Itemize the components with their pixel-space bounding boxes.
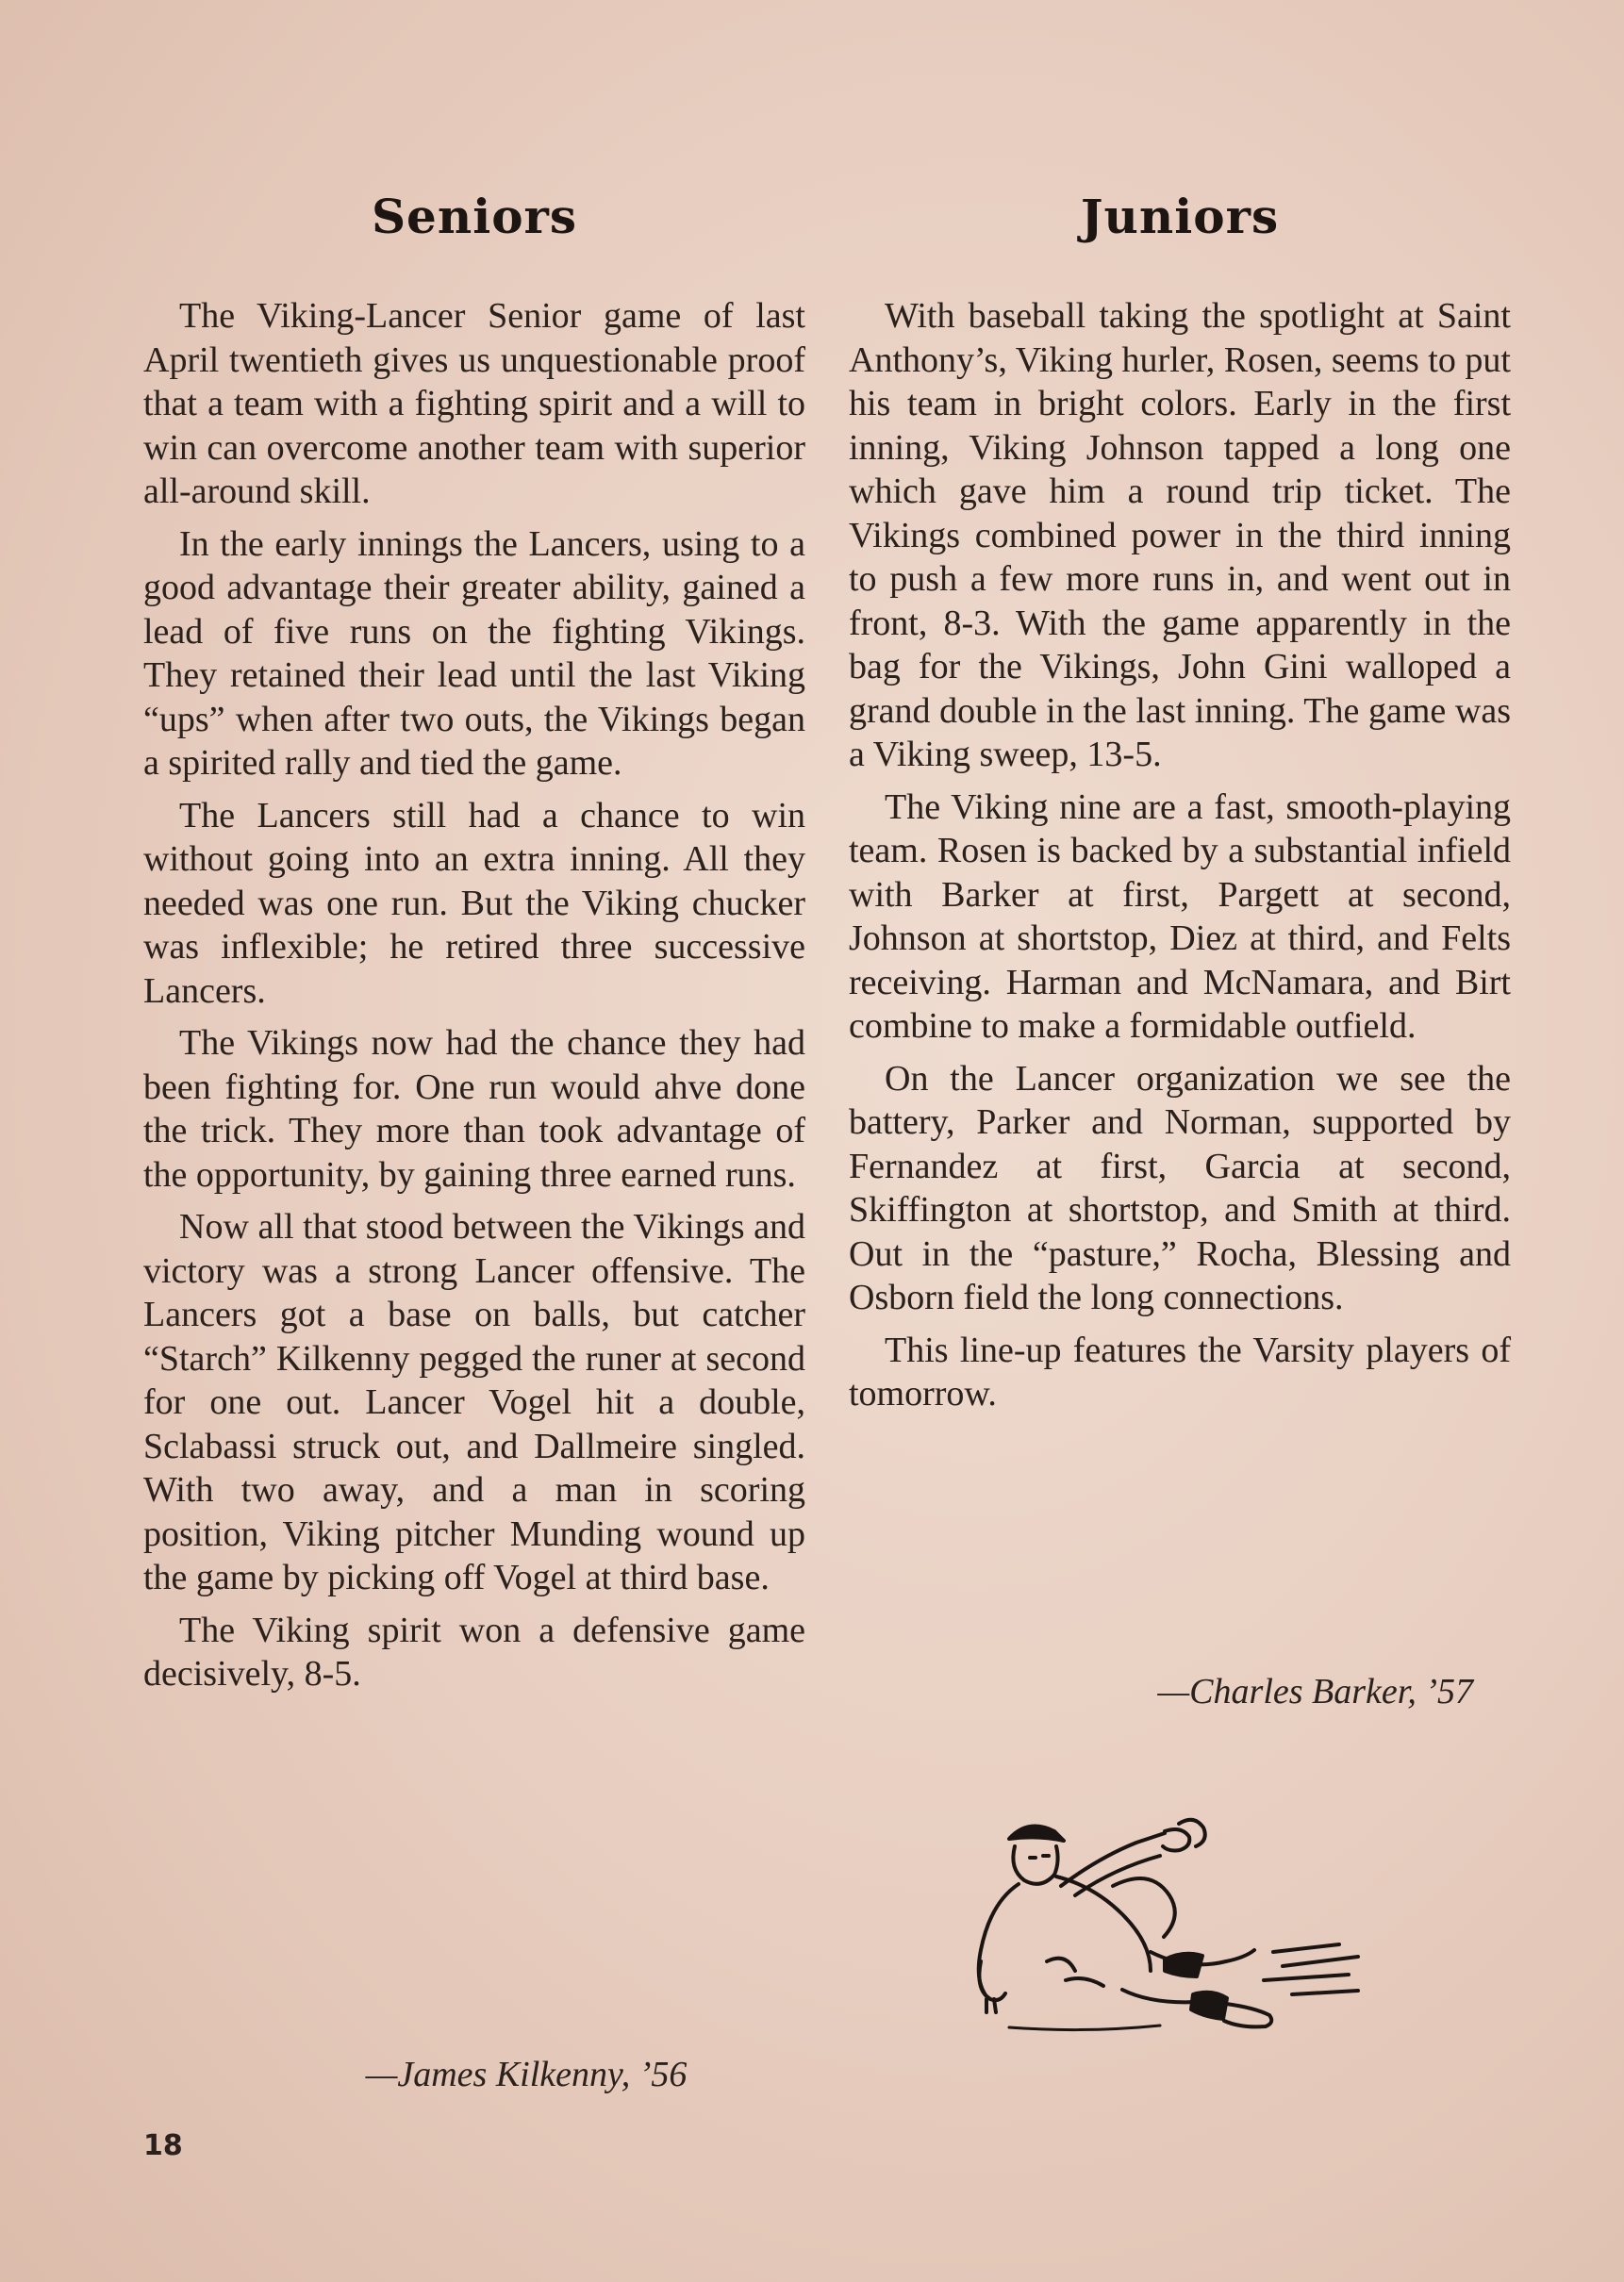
seniors-byline: —James Kilkenny, ’56 bbox=[365, 2055, 688, 2094]
juniors-byline: —Charles Barker, ’57 bbox=[1157, 1672, 1473, 1712]
seniors-paragraph-3: The Lancers still had a chance to win without going into an extra inning. All they needed was one run. But the Viking chucker was inflexible; he retired three successive Lancers. bbox=[143, 795, 805, 1011]
seniors-paragraph-4: The Vikings now had the chance they had been fighting for. One run would ahve done the trick. They more than took advantage of the opportunity, by gaining three earned runs. bbox=[143, 1023, 805, 1195]
seniors-heading: Seniors bbox=[371, 189, 578, 244]
juniors-article-body bbox=[849, 294, 1511, 1425]
seniors-article-body bbox=[143, 294, 805, 1705]
page-number: 18 bbox=[143, 2129, 183, 2162]
juniors-heading: Juniors bbox=[1080, 189, 1280, 244]
juniors-paragraph-3: On the Lancer organization we see the battery, Parker and Norman, supported by Fernandez at first, Garcia at second, Skiffington at shortstop, and Smith at third. Out in the “pasture,” Rocha, Blessing and Osborn field the long connections. bbox=[849, 1058, 1511, 1317]
juniors-paragraph-2: The Viking nine are a fast, smooth-playing team. Rosen is backed by a substantial infield with Barker at first, Pargett at second, Johnson at shortstop, Diez at third, and Felts receiving. Harman and McNamara, and Birt combine to make a formidable outfield. bbox=[849, 786, 1511, 1046]
baseball-player-sliding-illustration bbox=[953, 1811, 1396, 2065]
seniors-paragraph-1: The Viking-Lancer Senior game of last April twentieth gives us unquestionable proof that a team with a fighting spirit and a will to win can overcome another team with superior all-around skill. bbox=[143, 296, 805, 511]
juniors-paragraph-1: With baseball taking the spotlight at Saint Anthony’s, Viking hurler, Rosen, seems to put his team in bright colors. Early in the first inning, Viking Johnson tapped a long one which gave him a round trip ticket. The Vikings combined power in the third inning to push a few more runs in, and went out in front, 8-3. With the game apparently in the bag for the Vikings, John Gini walloped a grand double in the last inning. The game was a Viking sweep, 13-5. bbox=[849, 296, 1511, 774]
juniors-paragraph-4: This line-up features the Varsity players of tomorrow. bbox=[849, 1330, 1511, 1414]
seniors-paragraph-5: Now all that stood between the Vikings and victory was a strong Lancer offensive. The Lancers got a base on balls, but catcher “Starch” Kilkenny pegged the runer at second for one out. Lancer Vogel hit a double, Sclabassi struck out, and Dallmeire singled. With two away, and a man in scoring position, Viking pitcher Munding wound up the game by picking off Vogel at third base. bbox=[143, 1207, 805, 1597]
seniors-paragraph-6: The Viking spirit won a defensive game decisively, 8-5. bbox=[143, 1610, 805, 1694]
seniors-paragraph-2: In the early innings the Lancers, using to a good advantage their greater ability, gained a lead of five runs on the fighting Vikings. They retained their lead until the last Viking “ups” when after two outs, the Vikings began a spirited rally and tied the game. bbox=[143, 523, 805, 783]
